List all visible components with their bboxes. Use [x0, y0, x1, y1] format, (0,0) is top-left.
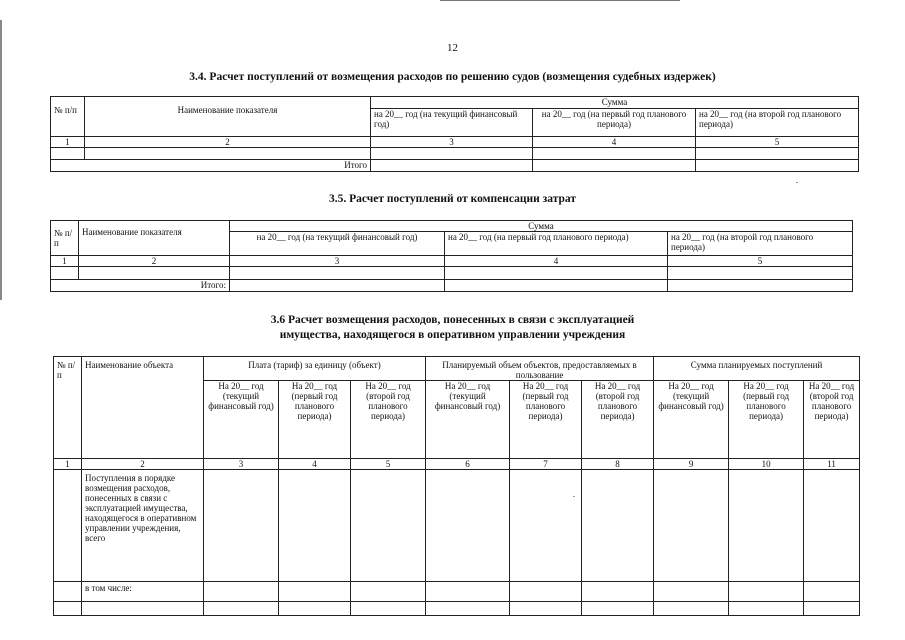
empty-cell[interactable]	[79, 267, 230, 280]
empty-cell[interactable]	[533, 148, 696, 160]
empty-cell[interactable]	[351, 470, 426, 582]
empty-cell[interactable]	[804, 582, 860, 602]
col-tariff-second-plan-year: На 20__ год (второй год планового периода)	[351, 381, 426, 459]
col-current-year-header: на 20__ год (на текущий финансовый год)	[230, 232, 445, 256]
total-label: Итого	[51, 160, 371, 172]
empty-cell[interactable]	[279, 602, 351, 616]
col-tariff-first-plan-year: На 20__ год (первый год планового периода)	[279, 381, 351, 459]
empty-cell[interactable]	[371, 148, 533, 160]
group-tariff-header: Плата (тариф) за единицу (объект)	[204, 357, 426, 381]
empty-cell[interactable]	[54, 470, 82, 582]
col-index: 3	[204, 459, 279, 470]
col-number-header: № п/п	[51, 221, 79, 256]
empty-cell[interactable]	[804, 470, 860, 582]
total-row	[51, 160, 859, 172]
col-index: 4	[533, 137, 696, 148]
section-3-6-title-line2: имущества, находящегося в оперативном управлении учреждения	[279, 329, 626, 341]
col-second-plan-year-header: на 20__ год (на второй год планового периода)	[696, 109, 859, 137]
table-row	[54, 470, 860, 582]
scan-edge-mark	[0, 20, 2, 300]
section-3-5-title: 3.5. Расчет поступлений от компенсации затрат	[329, 193, 576, 205]
col-sum-first-plan-year: На 20__ год (первый год планового периода)	[729, 381, 804, 459]
empty-cell[interactable]	[230, 267, 445, 280]
col-index: 11	[804, 459, 860, 470]
empty-cell[interactable]	[371, 160, 533, 172]
col-index: 5	[351, 459, 426, 470]
empty-cell[interactable]	[426, 602, 510, 616]
row-main-label: Поступления в порядке возмещения расходов, понесенных в связи с эксплуатацией имущества, находящегося в оперативном управлении учреждения, всего	[82, 470, 204, 582]
empty-cell[interactable]	[654, 470, 729, 582]
col-volume-first-plan-year: На 20__ год (первый год планового периода)	[510, 381, 582, 459]
empty-cell[interactable]	[351, 582, 426, 602]
empty-cell[interactable]	[510, 582, 582, 602]
col-volume-second-plan-year: На 20__ год (второй год планового периода)	[582, 381, 654, 459]
col-first-plan-year-header: на 20__ год (на первый год планового периода)	[445, 232, 668, 256]
empty-cell[interactable]	[654, 582, 729, 602]
table-3-5	[50, 220, 853, 292]
col-index: 3	[371, 137, 533, 148]
empty-cell[interactable]	[204, 470, 279, 582]
col-tariff-current-year: На 20__ год (текущий финансовый год)	[204, 381, 279, 459]
table-3-6	[53, 356, 860, 616]
empty-cell[interactable]	[230, 280, 445, 292]
table-row	[51, 148, 859, 160]
table-row	[51, 267, 853, 280]
empty-cell[interactable]	[351, 602, 426, 616]
col-index: 8	[582, 459, 654, 470]
empty-cell[interactable]	[445, 280, 668, 292]
col-index: 1	[51, 137, 85, 148]
group-volume-header: Планируемый объем объектов, предоставляемых в пользование	[426, 357, 654, 381]
empty-cell[interactable]	[729, 582, 804, 602]
empty-cell[interactable]	[204, 602, 279, 616]
col-sum-second-plan-year: На 20__ год (второй год планового периода)	[804, 381, 860, 459]
scan-speck	[796, 182, 798, 183]
total-row	[51, 280, 853, 292]
row-including-label: в том числе:	[82, 582, 204, 602]
empty-cell[interactable]	[54, 582, 82, 602]
col-index: 10	[729, 459, 804, 470]
page-number: 12	[447, 42, 458, 54]
col-index: 2	[79, 256, 230, 267]
col-sum-current-year: На 20__ год (текущий финансовый год)	[654, 381, 729, 459]
empty-cell[interactable]	[51, 267, 79, 280]
empty-cell[interactable]	[426, 470, 510, 582]
empty-cell[interactable]	[204, 582, 279, 602]
section-3-6-title-line1: 3.6 Расчет возмещения расходов, понесенных в связи с эксплуатацией	[270, 314, 635, 326]
col-index: 5	[668, 256, 853, 267]
empty-cell[interactable]	[426, 582, 510, 602]
empty-cell[interactable]	[85, 148, 371, 160]
col-index: 4	[445, 256, 668, 267]
empty-cell[interactable]	[582, 582, 654, 602]
col-index: 3	[230, 256, 445, 267]
empty-cell[interactable]	[729, 602, 804, 616]
col-second-plan-year-header: на 20__ год (на второй год планового периода)	[668, 232, 853, 256]
empty-cell[interactable]	[668, 280, 853, 292]
col-name-header: Наименование показателя	[79, 221, 230, 256]
col-index: 5	[696, 137, 859, 148]
empty-cell[interactable]	[510, 470, 582, 582]
empty-cell[interactable]	[533, 160, 696, 172]
col-index: 4	[279, 459, 351, 470]
col-index: 2	[85, 137, 371, 148]
top-edge-line	[440, 0, 680, 2]
group-sum-header: Сумма планируемых поступлений	[654, 357, 860, 381]
col-current-year-header: на 20__ год (на текущий финансовый год)	[371, 109, 533, 137]
col-index: 9	[654, 459, 729, 470]
empty-cell[interactable]	[279, 582, 351, 602]
col-number-header: № п/п	[51, 97, 85, 137]
empty-cell[interactable]	[510, 602, 582, 616]
empty-cell[interactable]	[804, 602, 860, 616]
empty-cell[interactable]	[582, 602, 654, 616]
section-3-4-title: 3.4. Расчет поступлений от возмещения расходов по решению судов (возмещения судебных издержек)	[189, 71, 716, 83]
table-row	[54, 602, 860, 616]
col-index: 1	[54, 459, 82, 470]
empty-cell[interactable]	[82, 602, 204, 616]
table-row	[54, 582, 860, 602]
empty-cell[interactable]	[51, 148, 85, 160]
empty-cell[interactable]	[696, 160, 859, 172]
col-index: 2	[82, 459, 204, 470]
table-3-4	[50, 96, 859, 172]
col-object-name-header: Наименование объекта	[82, 357, 204, 459]
empty-cell[interactable]	[729, 470, 804, 582]
empty-cell[interactable]	[582, 470, 654, 582]
col-number-header: № п/п	[54, 357, 82, 459]
empty-cell[interactable]	[668, 267, 853, 280]
total-label: Итого:	[51, 280, 230, 292]
empty-cell[interactable]	[279, 470, 351, 582]
col-index: 6	[426, 459, 510, 470]
col-index: 1	[51, 256, 79, 267]
empty-cell[interactable]	[445, 267, 668, 280]
col-first-plan-year-header: на 20__ год (на первый год планового периода)	[533, 109, 696, 137]
col-sum-header: Сумма	[371, 97, 859, 109]
empty-cell[interactable]	[696, 148, 859, 160]
col-name-header: Наименование показателя	[85, 97, 371, 137]
empty-cell[interactable]	[54, 602, 82, 616]
col-sum-header: Сумма	[230, 221, 853, 232]
col-volume-current-year: На 20__ год (текущий финансовый год)	[426, 381, 510, 459]
empty-cell[interactable]	[654, 602, 729, 616]
col-index: 7	[510, 459, 582, 470]
